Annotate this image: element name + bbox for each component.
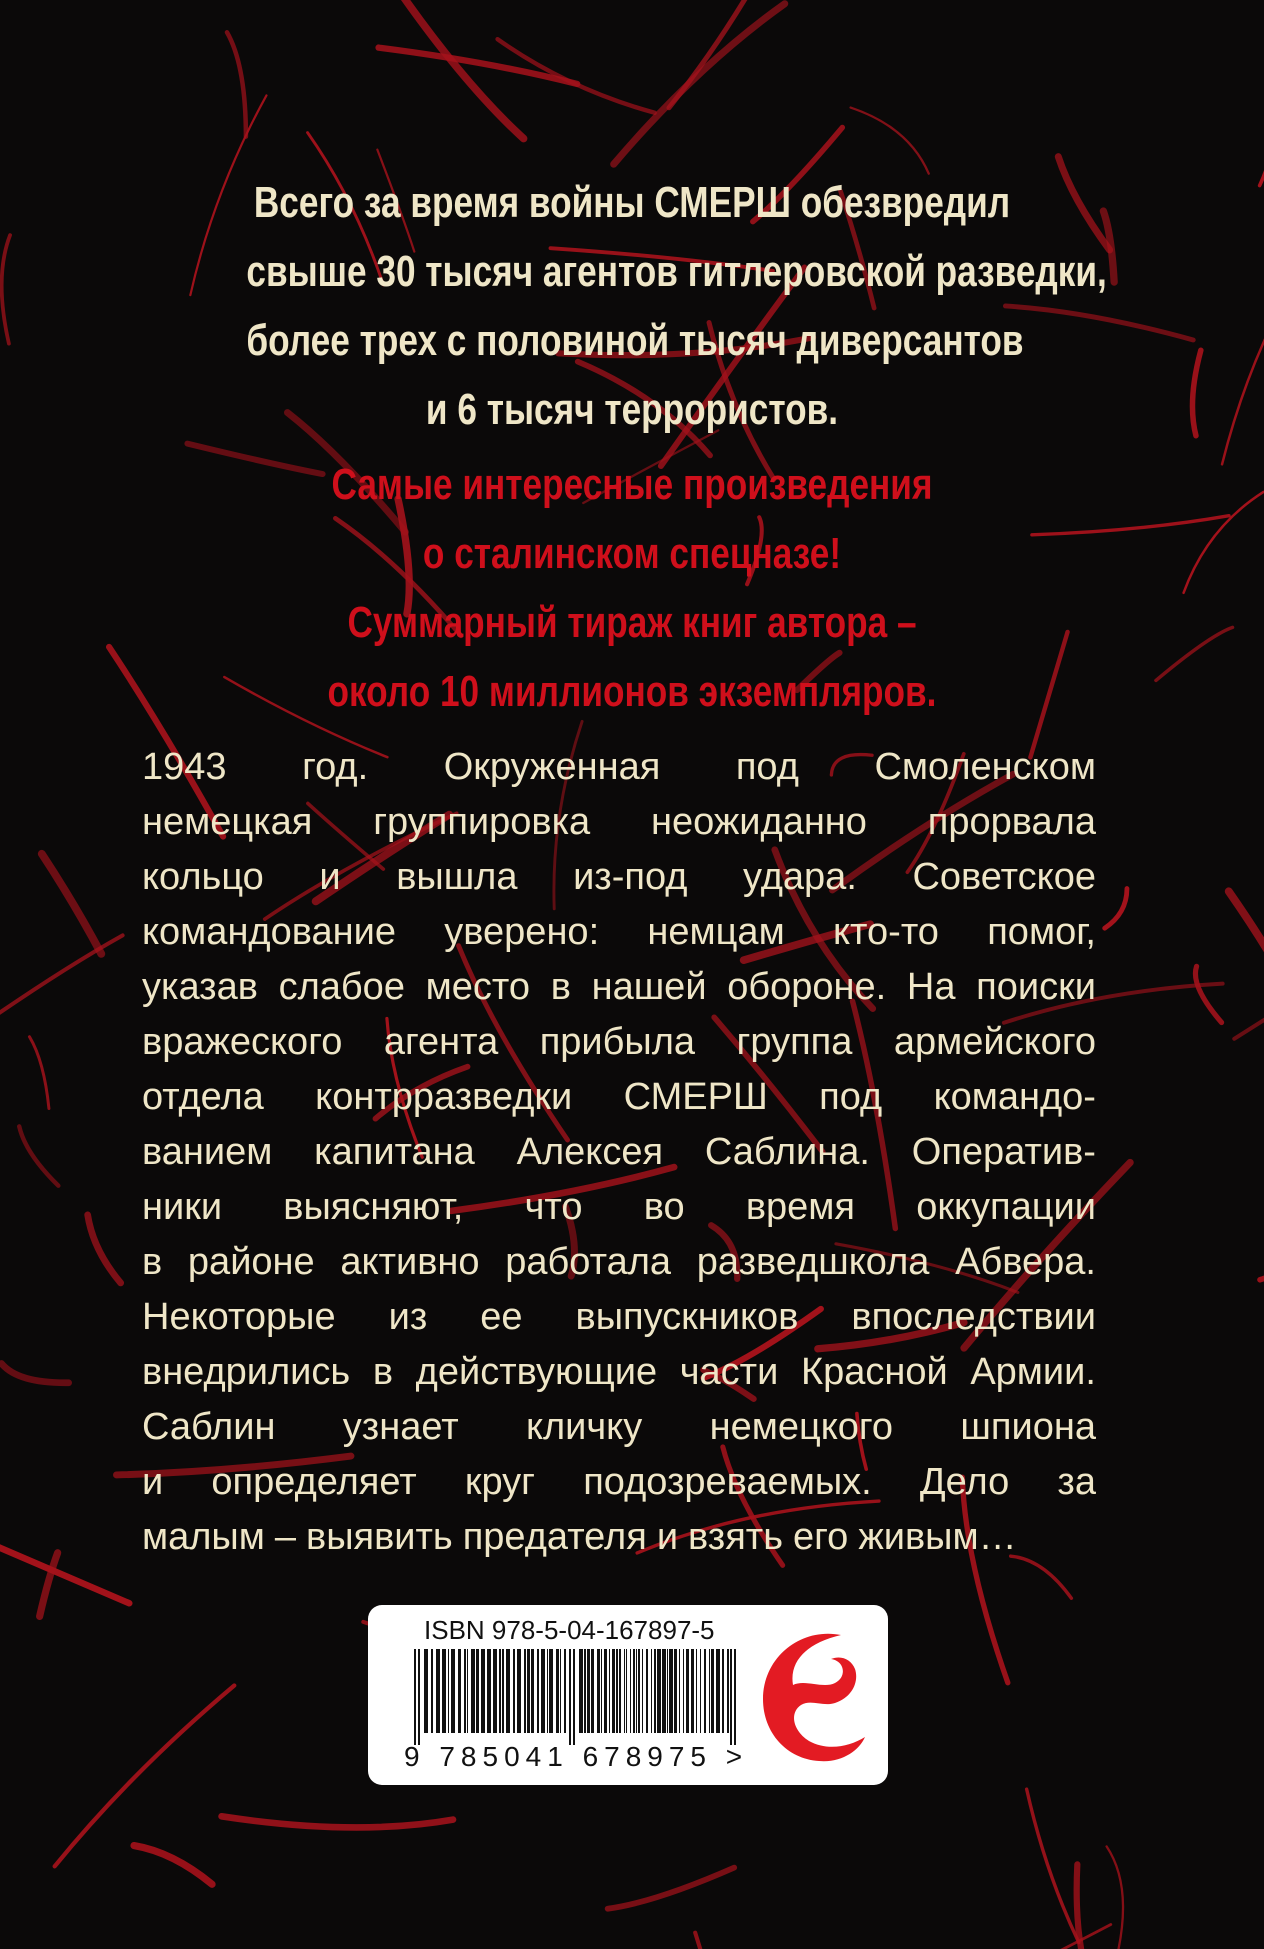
description-word: кто-то [833, 911, 939, 953]
description-line [142, 905, 1096, 960]
barcode-bar [727, 1649, 729, 1733]
description-line [142, 960, 1096, 1015]
description-word: работала [505, 1241, 672, 1283]
barcode-bar [424, 1649, 428, 1733]
description-word: группировка [373, 801, 591, 843]
barcode-bar [531, 1649, 534, 1733]
intro-line: свыше 30 тысяч агентов гитлеровской разведки, [246, 247, 1107, 296]
description-word: внедрились [142, 1351, 351, 1393]
description-line [142, 795, 1096, 850]
description-word: группа [736, 1021, 853, 1063]
scratch-mark [134, 1846, 212, 1885]
scratch-mark [222, 1816, 453, 1827]
barcode-bar [642, 1649, 643, 1733]
scratch-mark [2, 235, 10, 344]
description-word: Красной [800, 1351, 948, 1393]
description-word: взять [688, 1516, 784, 1558]
description-word: обороне. [727, 966, 887, 1008]
description-word: Оператив- [911, 1131, 1096, 1173]
barcode-bar [458, 1649, 461, 1733]
description-word: ники [142, 1186, 223, 1228]
description-word: выявить [306, 1516, 453, 1558]
scratch-mark [934, 1924, 1111, 1949]
scratch-mark [614, 4, 785, 164]
scratch-mark [1027, 1789, 1079, 1942]
barcode-bar [667, 1649, 668, 1733]
description-word: прорвала [927, 801, 1096, 843]
intro-text [246, 168, 1107, 444]
barcode-bar [547, 1649, 548, 1733]
barcode-bar [476, 1649, 479, 1733]
barcode-bar [573, 1649, 575, 1745]
barcode-bar [696, 1649, 697, 1733]
description-word: в [550, 966, 571, 1008]
barcode-bar [591, 1649, 594, 1733]
barcode-bar [517, 1649, 521, 1733]
intro-line: и 6 тысяч террористов. [425, 385, 839, 434]
barcode-bar [549, 1649, 553, 1733]
description-word: выясняют, [283, 1186, 464, 1228]
barcode-bar [704, 1649, 706, 1733]
description-word: круг [464, 1461, 536, 1503]
description-word: немецкая [142, 801, 313, 843]
barcode-bar [646, 1649, 648, 1733]
description-word: ее [480, 1296, 523, 1338]
barcode-bar [711, 1649, 714, 1733]
description-word: во [643, 1186, 685, 1228]
barcode-bar [487, 1649, 491, 1733]
description-line [142, 850, 1096, 905]
scratch-mark [1105, 889, 1127, 929]
description-word: поиски [976, 966, 1096, 1008]
barcode-bar [541, 1649, 545, 1733]
scratch-mark [1222, 246, 1264, 464]
scratch-mark [1260, 118, 1264, 186]
description-word: предателя [462, 1516, 647, 1558]
barcode-bar [609, 1649, 610, 1733]
barcode-bar [537, 1649, 539, 1733]
description-word: разведшкола [696, 1241, 930, 1283]
barcode-bar [686, 1649, 689, 1733]
scratch-mark [1260, 1211, 1264, 1280]
barcode-bar [442, 1649, 446, 1733]
barcode-bar [584, 1649, 586, 1733]
description-line [142, 1015, 1096, 1070]
description-word: части [679, 1351, 779, 1393]
isbn-digits: 9 785041 678975 > [404, 1741, 749, 1772]
barcode-bar [709, 1649, 710, 1733]
barcode-bar [524, 1649, 526, 1733]
description-word: ванием [142, 1131, 273, 1173]
description-word: Саблин [142, 1406, 276, 1448]
barcode-bar [431, 1649, 433, 1733]
barcode-bar [612, 1649, 615, 1733]
scratch-mark [40, 1553, 58, 1617]
description-word: неожиданно [651, 801, 867, 843]
barcode-bar [626, 1649, 627, 1733]
description-word: нашей [591, 966, 707, 1008]
barcode-bar [451, 1649, 455, 1733]
description-word: – [274, 1516, 297, 1558]
scratch-mark [29, 1037, 48, 1109]
barcode-bar [716, 1649, 720, 1733]
description-word: время [745, 1186, 856, 1228]
barcode-bar [730, 1649, 732, 1745]
description-word: впоследствии [851, 1296, 1096, 1338]
scratch-mark [1229, 891, 1264, 1033]
scratch-mark [1192, 350, 1200, 435]
promo-line: о сталинском спецназе! [422, 529, 842, 578]
description-word: капитана [314, 1131, 475, 1173]
description-word: указав [142, 966, 258, 1008]
scratch-mark [19, 1126, 58, 1185]
barcode-bar [624, 1649, 625, 1733]
barcode-bar [493, 1649, 497, 1733]
description-word: под [819, 1076, 883, 1118]
description-word: активно [340, 1241, 480, 1283]
description-line [142, 1235, 1096, 1290]
barcode-bar [464, 1649, 466, 1733]
eksmo-logo-icon [749, 1621, 875, 1771]
scratch-mark [1156, 627, 1233, 680]
scratch-mark [379, 48, 578, 84]
description-word: вражеского [142, 1021, 343, 1063]
description-word: за [1057, 1461, 1096, 1503]
description-word: в [372, 1351, 394, 1393]
barcode-bar [499, 1649, 501, 1733]
barcode-bar [513, 1649, 515, 1733]
description-word: прибыла [539, 1021, 696, 1063]
scratch-mark [1195, 966, 1221, 1022]
description-word: Некоторые [142, 1296, 336, 1338]
description-line [142, 740, 1096, 795]
barcode-bar [683, 1649, 684, 1733]
scratch-mark [0, 1528, 129, 1603]
description-word: кольцо [142, 856, 264, 898]
description-word: что [524, 1186, 583, 1228]
barcode-bar [604, 1649, 607, 1733]
description-word: СМЕРШ [623, 1076, 768, 1118]
description-word: Дело [919, 1461, 1010, 1503]
barcode-bar [630, 1649, 631, 1733]
description-word: контрразведки [315, 1076, 573, 1118]
description-word: Саблина. [704, 1131, 870, 1173]
barcode-bar [448, 1649, 449, 1733]
description-word: шпиона [960, 1406, 1096, 1448]
description-line [142, 1125, 1096, 1180]
description-word: выпускников [575, 1296, 799, 1338]
description-word: армейского [893, 1021, 1096, 1063]
description-word: малым [142, 1516, 265, 1558]
barcode-bar [414, 1649, 416, 1745]
barcode-bar [657, 1649, 661, 1733]
barcode-bar [638, 1649, 640, 1733]
description-word: помог, [987, 911, 1096, 953]
scratch-mark [1032, 516, 1229, 535]
description-word: немцам [647, 911, 785, 953]
intro-line: Всего за время войны СМЕРШ обезвредил [253, 178, 1011, 227]
barcode-bar [722, 1649, 724, 1733]
promo-text [246, 450, 1017, 726]
barcode-bar [636, 1649, 637, 1733]
description-word: немецкого [709, 1406, 894, 1448]
isbn-panel [368, 1605, 888, 1785]
barcode-bar [662, 1649, 666, 1733]
description-word: вышла [396, 856, 518, 898]
barcode-bar [502, 1649, 504, 1733]
barcode-bar [527, 1649, 530, 1733]
description-line [142, 1345, 1096, 1400]
barcode-bar [569, 1649, 571, 1745]
barcode-bar [436, 1649, 440, 1733]
description-word: слабое [278, 966, 405, 1008]
barcode-bar [587, 1649, 590, 1733]
barcode-bar [734, 1649, 736, 1745]
scratch-mark [227, 32, 246, 136]
barcode-bar [616, 1649, 618, 1733]
scratch-mark [1, 1364, 68, 1383]
description-word: Армии. [970, 1351, 1096, 1393]
description-word: отдела [142, 1076, 264, 1118]
barcode-bar [633, 1649, 635, 1733]
description-word: его [793, 1516, 849, 1558]
description-word: уверено: [444, 911, 600, 953]
description-line [142, 1400, 1096, 1455]
barcode-bar [481, 1649, 485, 1733]
description-word: командо- [933, 1076, 1096, 1118]
promo-line: Суммарный тираж книг автора – [347, 598, 917, 647]
description-word: На [906, 966, 956, 1008]
description-word: Советское [912, 856, 1096, 898]
description-word: из-под [573, 856, 688, 898]
barcode-bar [679, 1649, 680, 1733]
barcode-bar [471, 1649, 475, 1733]
description-word: оккупации [916, 1186, 1096, 1228]
scratch-mark [1184, 492, 1264, 593]
barcode-bar [597, 1649, 600, 1733]
description-word: в [142, 1241, 163, 1283]
description-word: и [319, 856, 341, 898]
intro-line: более трех с половиной тысяч диверсантов [246, 316, 1024, 365]
description-line [142, 1510, 1096, 1565]
barcode-bar [654, 1649, 656, 1733]
barcode-bar [601, 1649, 602, 1733]
description-word: Окруженная [443, 746, 661, 788]
scratch-mark [1107, 1846, 1123, 1949]
scratch-mark [1005, 306, 1193, 340]
description-word: определяет [211, 1461, 417, 1503]
barcode-bar [651, 1649, 652, 1733]
promo-line: Самые интересные произведения [331, 460, 933, 509]
book-description [142, 740, 1096, 1565]
description-word: подозреваемых. [583, 1461, 872, 1503]
barcode-bar [506, 1649, 510, 1733]
scratch-mark [851, 108, 929, 174]
description-word: командование [142, 911, 396, 953]
description-word: из [388, 1296, 428, 1338]
description-word: под [735, 746, 799, 788]
description-word: Алексея [516, 1131, 664, 1173]
scratch-mark [88, 1215, 121, 1283]
barcode-bar [669, 1649, 673, 1733]
barcode-bar [619, 1649, 621, 1733]
description-word: районе [187, 1241, 315, 1283]
promo-line: около 10 миллионов экземпляров. [327, 667, 937, 716]
description-word: и [656, 1516, 679, 1558]
barcode-bar [700, 1649, 701, 1733]
description-word: кличку [525, 1406, 643, 1448]
scratch-mark [498, 39, 655, 113]
description-word: 1943 [142, 746, 227, 788]
description-word: живым… [858, 1516, 1017, 1558]
description-line [142, 1070, 1096, 1125]
scratch-mark [42, 854, 102, 954]
description-word: и [142, 1461, 164, 1503]
description-word: удара. [743, 856, 857, 898]
description-line [142, 1455, 1096, 1510]
description-word: год. [302, 746, 369, 788]
description-line [142, 1180, 1096, 1235]
scratch-mark [1058, 157, 1109, 250]
barcode-bar [691, 1649, 694, 1733]
description-word: узнает [342, 1406, 459, 1448]
scratch-mark [695, 1933, 736, 1949]
barcode-bar [418, 1649, 420, 1745]
description-word: Смоленском [874, 746, 1096, 788]
scratch-mark [608, 1868, 735, 1909]
description-word: действующие [415, 1351, 658, 1393]
scratch-mark [55, 1686, 235, 1867]
barcode-bar [467, 1649, 468, 1733]
barcode-bar [564, 1649, 566, 1733]
barcode-bar [674, 1649, 677, 1733]
description-line [142, 1290, 1096, 1345]
description-word: Абвера. [955, 1241, 1096, 1283]
scratch-mark [1030, 632, 1067, 758]
barcode-bar [579, 1649, 583, 1733]
description-word: место [425, 966, 531, 1008]
description-word: агента [383, 1021, 499, 1063]
barcode-bar [556, 1649, 559, 1733]
isbn-label: ISBN 978-5-04-167897-5 [424, 1615, 715, 1645]
barcode-icon [408, 1649, 740, 1745]
barcode-bar [560, 1649, 561, 1733]
